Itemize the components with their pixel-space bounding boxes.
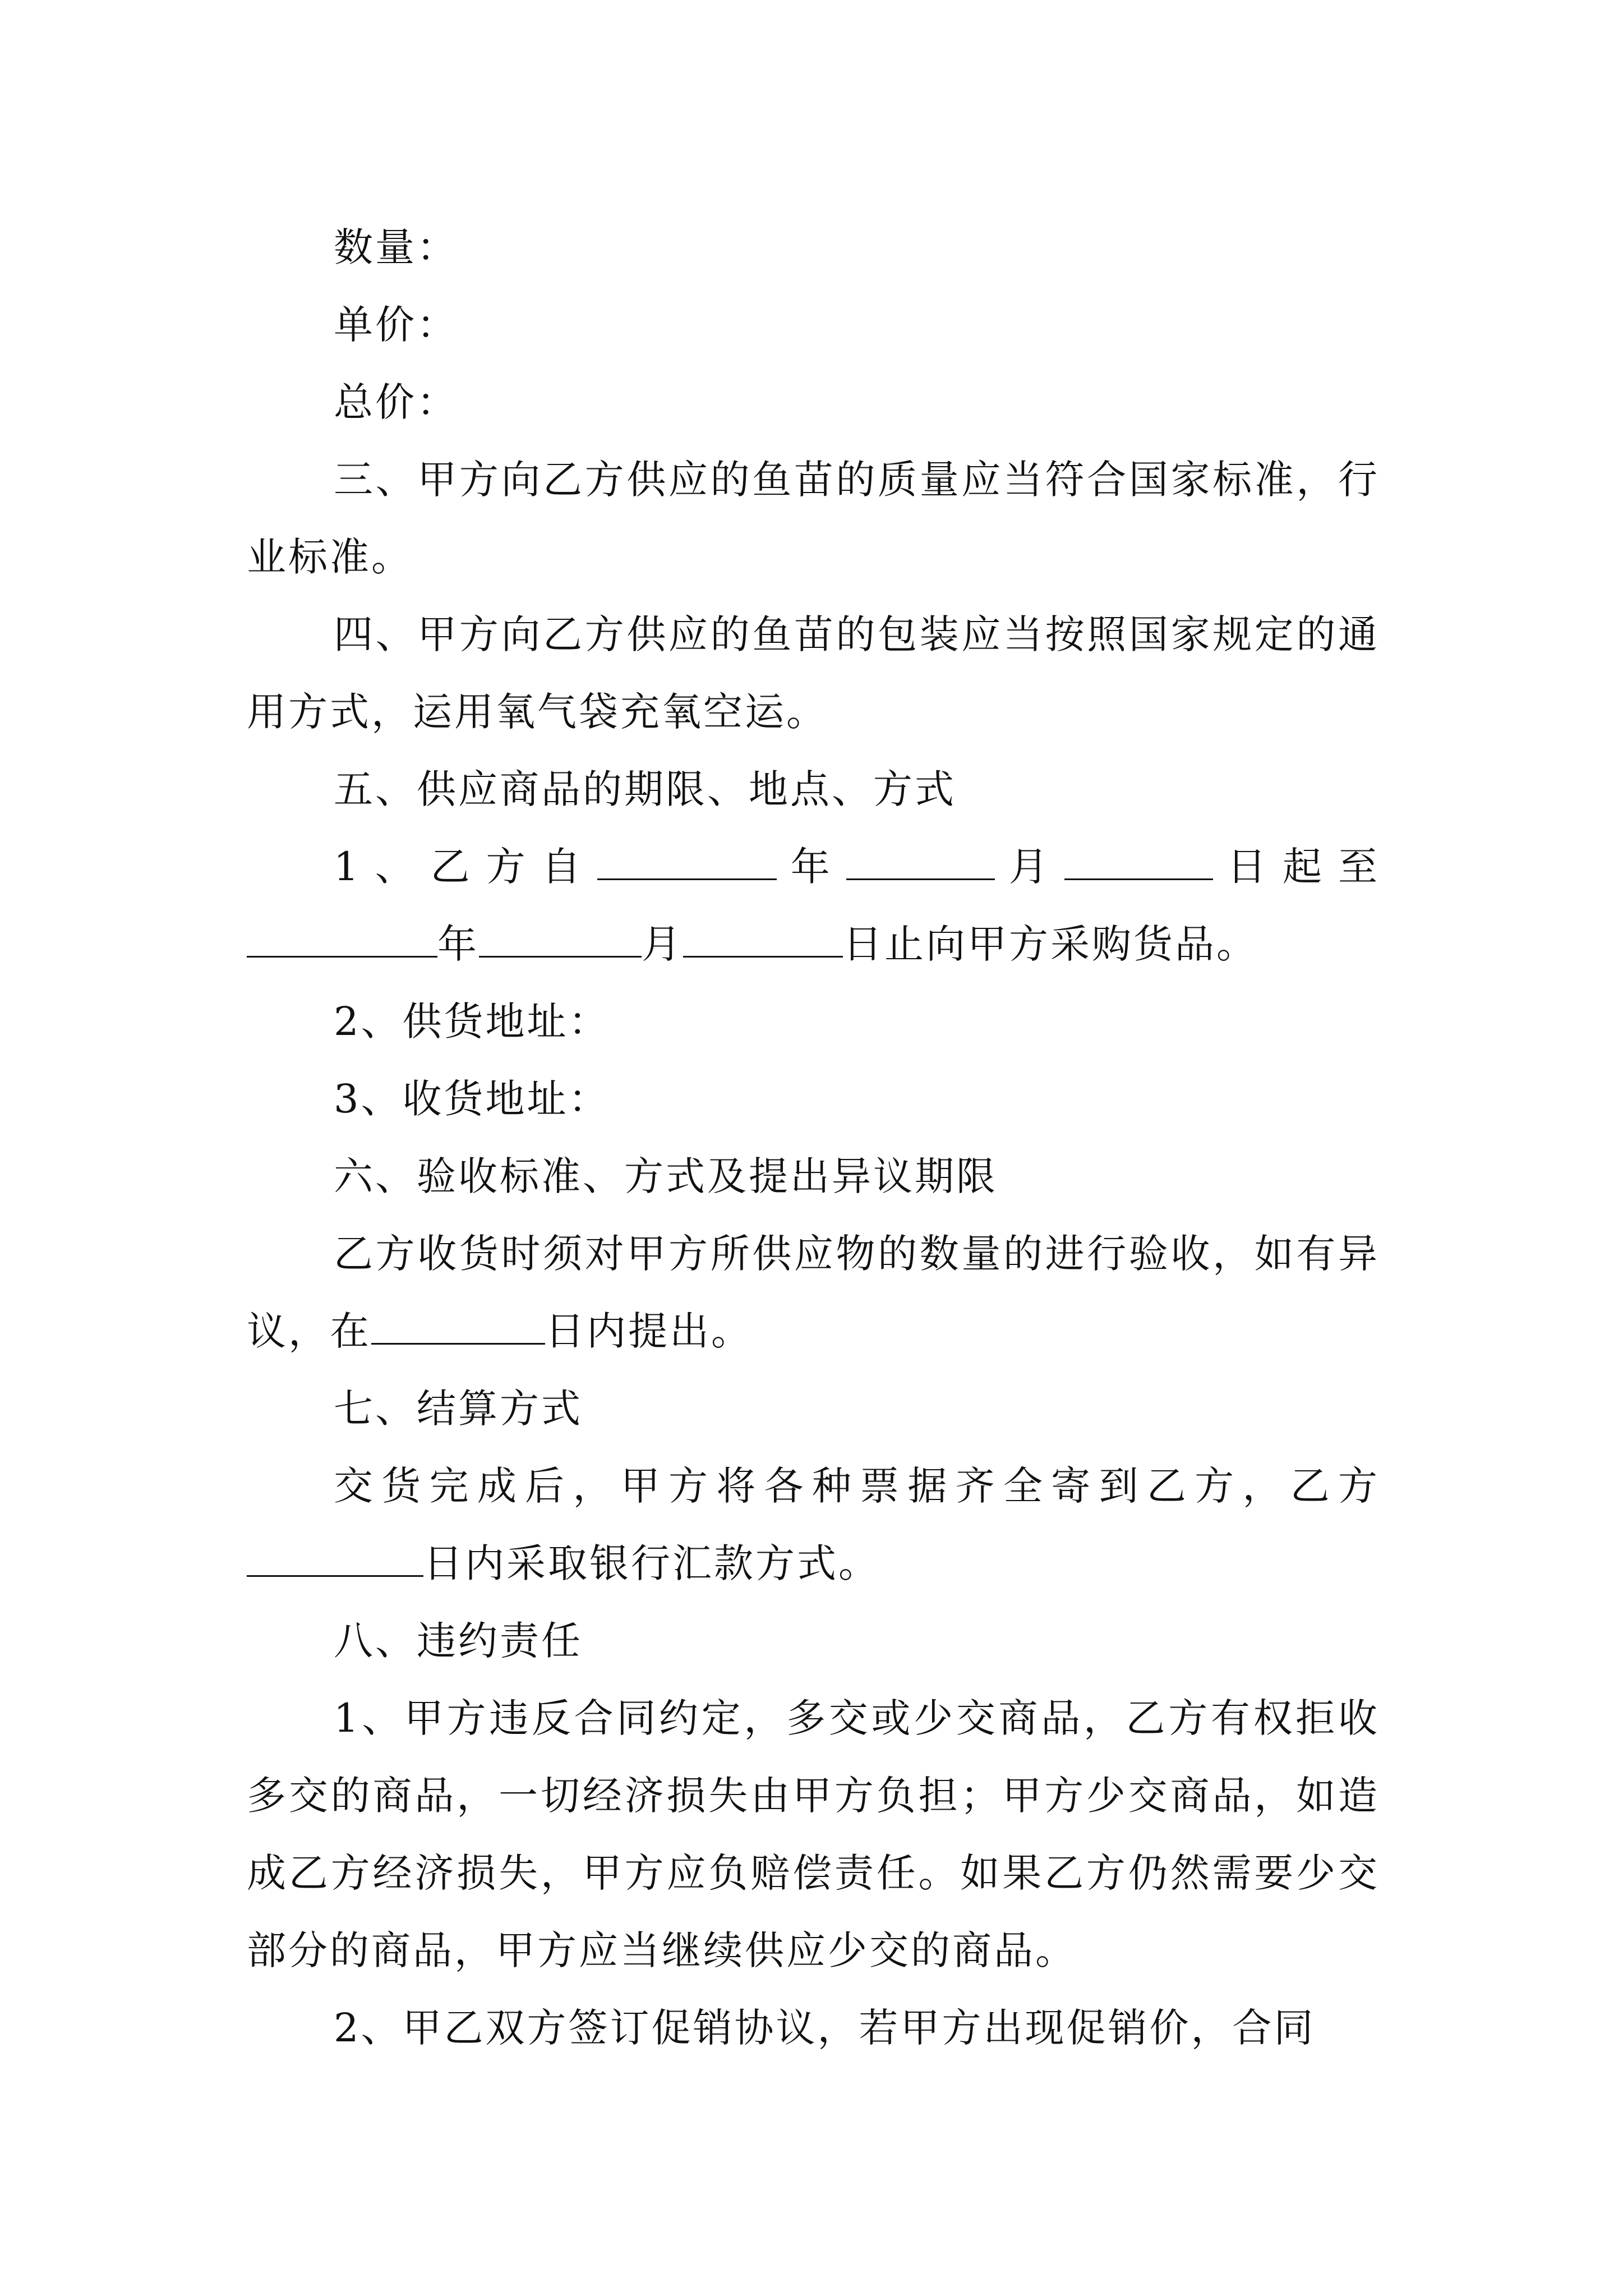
start-month-label: 月 (994, 844, 1064, 890)
clause-5-item-1 (247, 828, 1380, 983)
clause-3-text: 三、甲方向乙方供应的鱼苗的质量应当符合国家标准，行业标准。 (247, 457, 1380, 580)
clause-8-item-2-text: 2、甲乙双方签订促销协议，若甲方出现促销价，合同 (334, 2005, 1316, 2051)
clause-8-title-text: 八、违约责任 (334, 1618, 583, 1664)
clause-3 (247, 441, 1380, 596)
objection-days-blank (371, 1306, 545, 1345)
end-day-label: 日止向甲方采购货品。 (843, 921, 1258, 967)
start-year-blank (597, 841, 777, 881)
clause-6-body-before: 乙方收货时须对甲方所供应物的数量的进行验收，如有异议，在 (247, 1231, 1380, 1354)
start-day-label: 日起至 (1212, 844, 1380, 890)
clause-6-body (247, 1215, 1380, 1370)
clause-7-body-before: 交货完成后，甲方将各种票据齐全寄到乙方，乙方 (334, 1463, 1380, 1509)
end-year-blank (247, 919, 437, 958)
clause-5-item-2 (247, 983, 1380, 1060)
clause-8-title (247, 1602, 1380, 1680)
clause-7-title (247, 1370, 1380, 1447)
payment-days-blank (247, 1538, 423, 1577)
supply-address-label: 2、供货地址： (334, 999, 610, 1045)
end-day-blank (683, 919, 843, 958)
start-year-label: 年 (776, 844, 846, 890)
clause-4-text: 四、甲方向乙方供应的鱼苗的包装应当按照国家规定的通用方式，运用氧气袋充氧空运。 (247, 611, 1380, 735)
quantity-label: 数量： (334, 224, 458, 270)
receiving-address-label: 3、收货地址： (334, 1076, 610, 1122)
clause-8-item-1 (247, 1680, 1380, 1989)
quantity-line (247, 209, 1380, 286)
start-day-blank (1064, 841, 1213, 881)
end-month-label: 月 (642, 921, 683, 967)
clause-8-item-1-text: 1、甲方违反合同约定，多交或少交商品，乙方有权拒收多交的商品，一切经济损失由甲方负担；甲方少交商品，如造成乙方经济损失，甲方应负赔偿责任。如果乙方仍然需要少交部分的商品，甲方应当继续供应少交的商品。 (247, 1695, 1380, 1973)
clause-7-body (247, 1447, 1380, 1602)
unit-price-line (247, 286, 1380, 364)
contract-body (247, 209, 1380, 2067)
clause-8-item-2 (247, 1989, 1380, 2067)
clause-6-title-text: 六、验收标准、方式及提出异议期限 (334, 1153, 998, 1199)
clause-5-title-text: 五、供应商品的期限、地点、方式 (334, 766, 956, 812)
clause-6-title (247, 1138, 1380, 1215)
clause-5-title (247, 751, 1380, 828)
end-year-label: 年 (437, 921, 479, 967)
clause-5-item-1-prefix: 1、乙方自 (334, 844, 597, 890)
total-price-line (247, 364, 1380, 441)
clause-7-body-after: 日内采取银行汇款方式。 (423, 1540, 880, 1586)
clause-7-title-text: 七、结算方式 (334, 1386, 583, 1432)
unit-price-label: 单价： (334, 302, 458, 348)
clause-5-item-3 (247, 1060, 1380, 1138)
clause-6-body-after: 日内提出。 (545, 1308, 753, 1354)
total-price-label: 总价： (334, 379, 458, 425)
clause-4 (247, 596, 1380, 751)
start-month-blank (846, 841, 995, 881)
end-month-blank (479, 919, 642, 958)
